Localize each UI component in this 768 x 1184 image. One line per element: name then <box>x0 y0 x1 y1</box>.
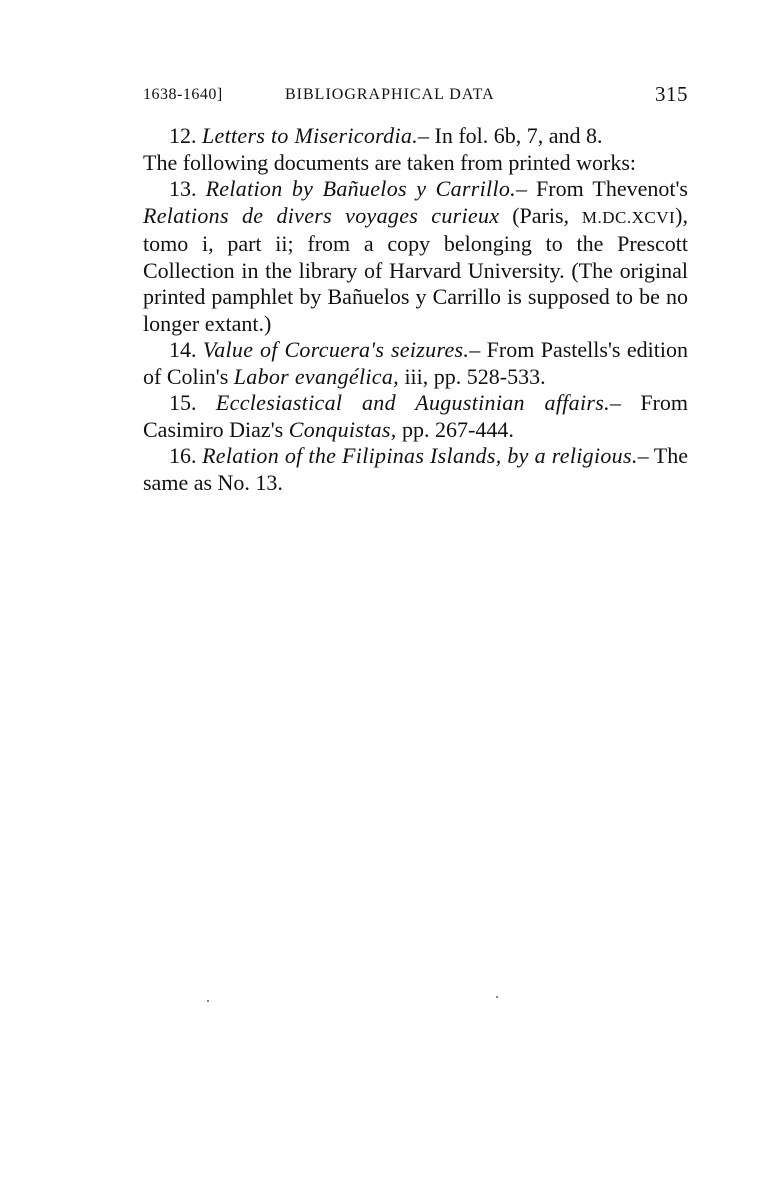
entry-text: The same as No. 13. <box>143 443 688 495</box>
scan-speck <box>496 996 498 998</box>
entry-number: 14. <box>169 337 197 362</box>
cited-work: Labor evangélica, <box>233 363 399 389</box>
entry-number: 16. <box>169 443 197 468</box>
entry-12 <box>143 123 688 150</box>
entry-text: From Pastells's edition of Colin's <box>143 337 688 389</box>
entry-text: From Casimiro Diaz's <box>143 390 688 442</box>
scan-speck <box>207 1000 209 1002</box>
entry-16 <box>143 443 688 496</box>
entry-text: ), tomo i, part ii; from a copy belonging to the Prescott Collection in the library of Harvard University. (The original printed pamphlet by Bañuelos y Carrillo is supposed to be no longer extant.) <box>143 202 688 336</box>
page-number: 315 <box>655 82 688 106</box>
entry-number: 15. <box>169 390 197 415</box>
entry-number: 12. <box>169 123 197 148</box>
cited-work: Relations de divers voyages curieux <box>143 202 500 228</box>
entry-text: From Thevenot's <box>526 176 688 201</box>
running-head <box>143 82 688 112</box>
entry-13 <box>143 176 688 337</box>
entry-15 <box>143 390 688 443</box>
entry-title: Ecclesiastical and Augustinian affairs. <box>215 390 610 415</box>
edition-year: M.DC.XCVI <box>581 207 676 227</box>
running-head-title: BIBLIOGRAPHICAL DATA <box>285 86 495 103</box>
entry-text: iii, pp. 528-533. <box>398 363 546 389</box>
body-text <box>143 123 688 496</box>
entry-dash: – <box>469 337 481 362</box>
entry-text: pp. 267-444. <box>396 416 514 442</box>
intro-paragraph: The following documents are taken from printed works: <box>143 149 637 175</box>
entry-dash: – <box>637 443 649 468</box>
entry-title: Value of Corcuera's seizures. <box>202 337 470 362</box>
entry-title: Letters to Misericordia. <box>202 123 418 148</box>
entry-14 <box>143 337 688 390</box>
entry-dash: – <box>418 123 429 148</box>
entry-title: Relation by Bañuelos y Carrillo. <box>205 176 516 201</box>
entry-text: In fol. 6b, 7, and 8. <box>429 123 603 148</box>
entry-number: 13. <box>169 176 197 201</box>
entry-text: (Paris, <box>499 202 582 228</box>
cited-work: Conquistas, <box>288 416 397 442</box>
entry-dash: – <box>609 390 621 415</box>
entry-dash: – <box>515 176 527 201</box>
running-head-date-range: 1638-1640] <box>143 86 223 103</box>
entry-title: Relation of the Filipinas Islands, by a religious. <box>202 443 638 468</box>
